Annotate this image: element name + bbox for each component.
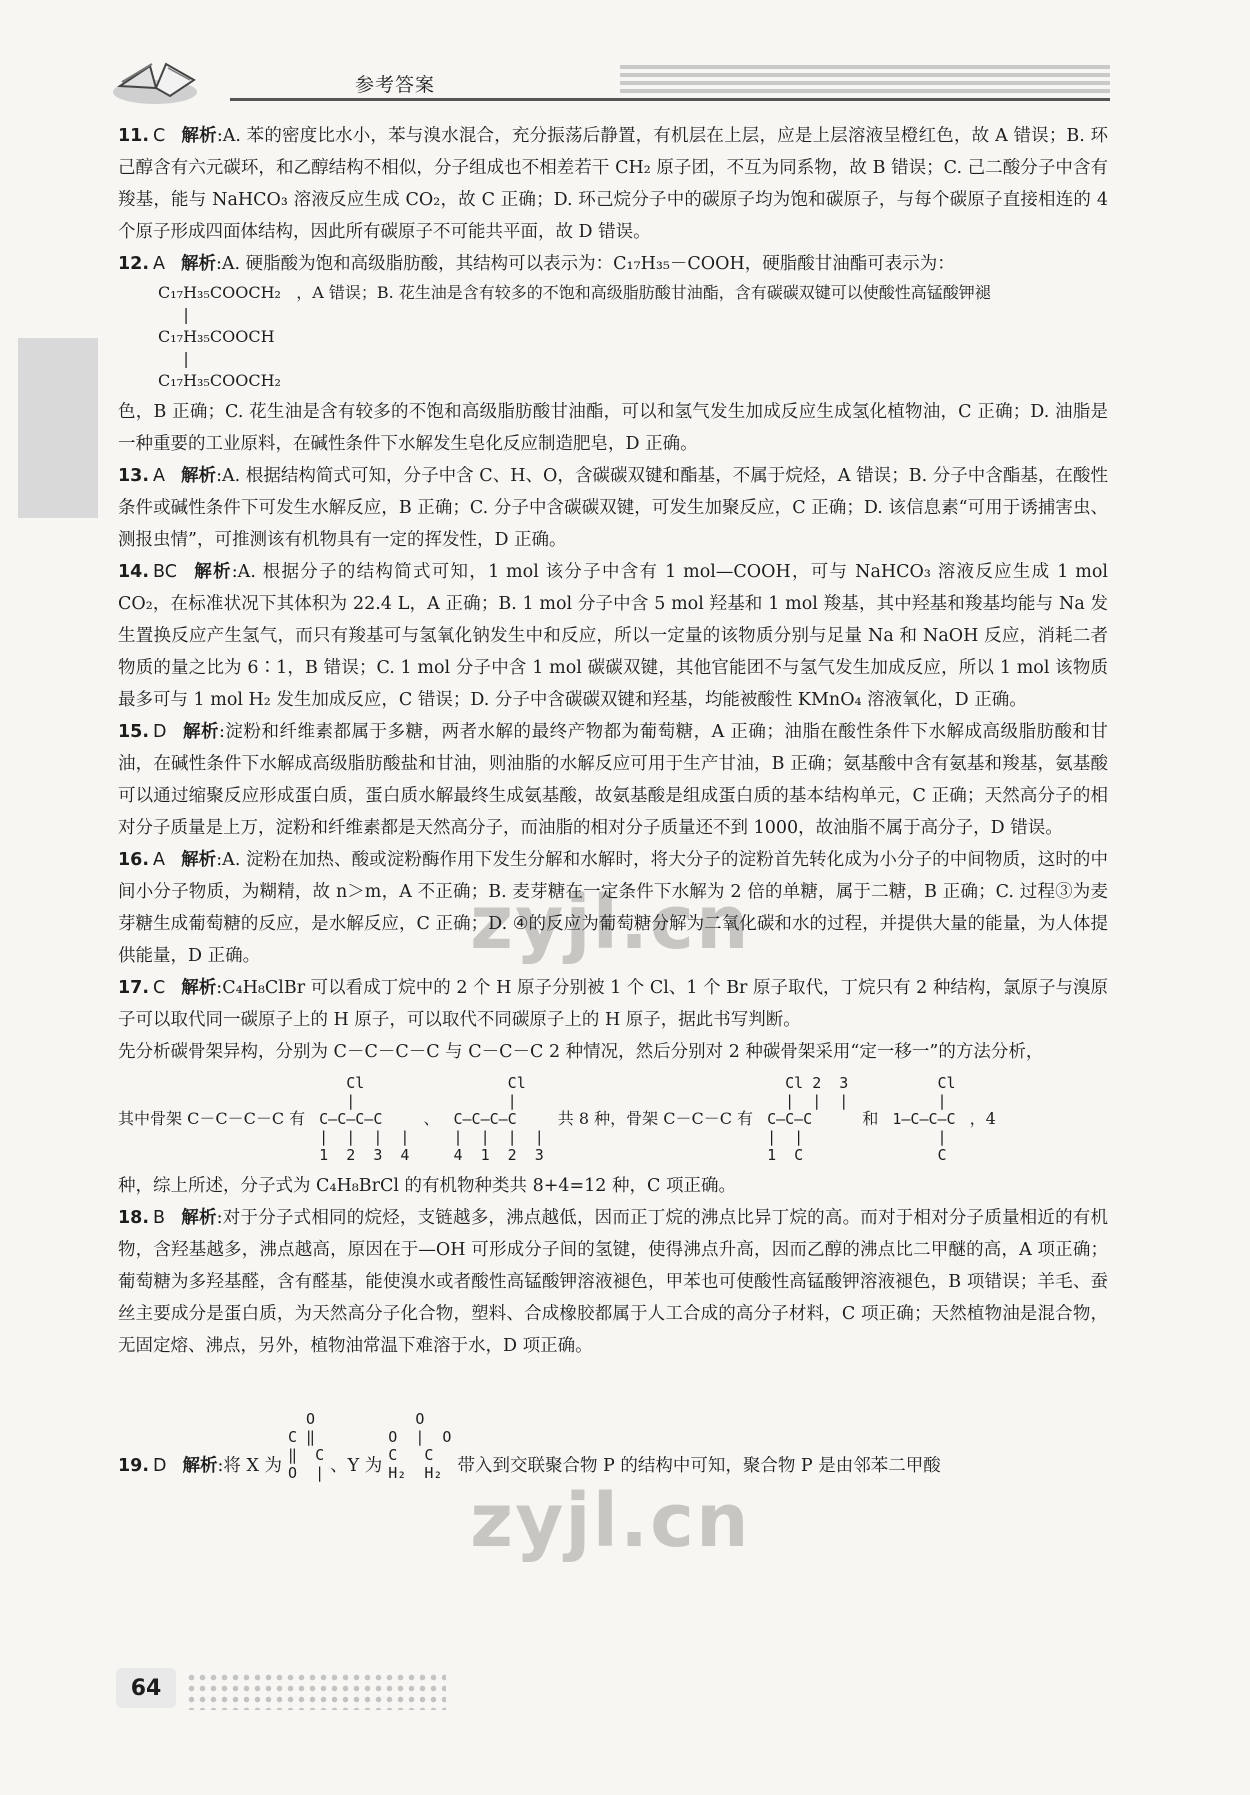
answer-item-18: 18. B 解析:对于分子式相同的烷烃，支链越多，沸点越低，因而正丁烷的沸点比异丁烷的高。而对于相对分子质量相近的有机物，含羟基越多，沸点越高，原因在于—OH 可形成分子间的氢键，使得沸点升高，因而乙醇的沸点比二甲醚的高，A 项正确；葡萄糖为多羟基醛，含有醛基，能使溴水或者酸性高锰酸钾溶液褪色，甲苯也可使酸性高锰酸钾溶液褪色，B 项错误；羊毛、蚕丝主要成分是蛋白质，为天然高分子化合物，塑料、合成橡胶都属于人工合成的高分子材料，C 项正确；天然植物油是混合物，无固定熔、沸点，另外，植物油常温下难溶于水，D 项正确。 [118, 1208, 1109, 1356]
header-rule [230, 98, 1110, 101]
answer-item-17: 17. C 解析:C₄H₈ClBr 可以看成丁烷中的 2 个 H 原子分别被 1 个 Cl、1 个 Br 原子取代，丁烷只有 2 种结构，氯原子与溴原子可以取代同一碳原子上的 H 原子，可以取代不同碳原子上的 H 原子，据此书写判断。 先分析碳骨架异构，分别为 C－C－C－C 与 C－C－C 2 种情况，然后分别对 2 种碳骨架采用“定一移一”的方法分析， 其中骨架 C－C－C－C 有 Cl | C—C—C—C | | | | 1 2 3 4 、 Cl | C—C—C—C | | | | 4 1 2 3 共 8 种，骨架 C－C－C 有 Cl 2 3 | | | C—C—C | | 1 C 和 Cl | 1—C—C—C | C ，4 种，综上所述，分子式为 C₄H₈BrCl 的有机物种类共 8+4=12 种，C 项正确。 [118, 978, 1108, 1196]
watermark-1: zyjl.cn [470, 880, 751, 966]
isomer-struct-2: Cl | C—C—C—C | | | | 4 1 2 3 [453, 1074, 544, 1164]
answer-item-11: 11. C 解析:A. 苯的密度比水小，苯与溴水混合，充分振荡后静置，有机层在上层，应是上层溶液呈橙红色，故 A 错误；B. 环己醇含有六元碳环，和乙醇结构不相似，分子组成也不相差若干 CH₂ 原子团，不互为同系物，故 B 错误；C. 己二酸分子中含有羧基，能与 NaHCO₃ 溶液反应生成 CO₂，故 C 正确；D. 环己烷分子中的碳原子均为饱和碳原子，与每个碳原子直接相连的 4 个原子形成四面体结构，因此所有碳原子不可能共平面，故 D 错误。 [118, 126, 1109, 242]
watermark-2: zyjl.cn [470, 1478, 751, 1564]
isomer-struct-3: Cl 2 3 | | | C—C—C | | 1 C [767, 1074, 849, 1164]
isomer-struct-4: Cl | 1—C—C—C | C [892, 1074, 956, 1164]
header-title: 参考答案 [355, 74, 436, 96]
book-logo-icon [110, 52, 200, 108]
answer-item-19: 19. D 解析:将 X 为 O C ‖ ‖ C O | 、Y 为 O O | O C C H₂ H₂ 带入到交联聚合物 P 的结构中可知，聚合物 P 是由邻苯二甲酸 [118, 1410, 941, 1482]
answer-item-16: 16. A 解析:A. 淀粉在加热、酸或淀粉酶作用下发生分解和水解时，将大分子的淀粉首先转化成为小分子的中间物质，这时的中间小分子物质，为糊精，故 n＞m，A 不正确；B. 麦芽糖在一定条件下水解为 2 倍的单糖，属于二糖，B 正确；C. 过程③为麦芽糖生成葡萄糖的反应，是水解反应，C 正确；D. ④的反应为葡萄糖分解为二氧化碳和水的过程，并提供大量的能量，为人体提供能量，D 正确。 [118, 850, 1109, 966]
isomer-struct-1: Cl | C—C—C—C | | | | 1 2 3 4 [319, 1074, 410, 1164]
glyceride-formula: C₁₇H₃₅COOCH₂ ，A 错误；B. 花生油是含有较多的不饱和高级脂肪酸甘油酯，含有碳碳双键可以使酸性高锰酸钾褪 | C₁₇H₃₅COOCH | C₁₇H₃₅COOCH₂ [158, 283, 991, 390]
answer-item-13: 13. A 解析:A. 根据结构简式可知，分子中含 C、H、O，含碳碳双键和酯基，不属于烷烃，A 错误；B. 分子中含酯基，在酸性条件或碱性条件下可发生水解反应，B 正确；C. 分子中含碳碳双键，可发生加聚反应，C 正确；D. 该信息素“可用于诱捕害虫、测报虫情”，可推测该有机物具有一定的挥发性，D 正确。 [118, 466, 1108, 550]
header-stripes [620, 65, 1110, 95]
isomer-structures: 其中骨架 C－C－C－C 有 Cl | C—C—C—C | | | | 1 2 3 4 、 Cl | C—C—C—C | | | | 4 1 2 3 共 8 种，骨架 C－C－C 有 Cl 2 3 | | | C—C—C | | 1 C 和 Cl | 1—C—C—C | C ，4 [118, 1074, 996, 1164]
x-structure: O C ‖ ‖ C O | [287, 1410, 325, 1482]
side-tab [18, 338, 98, 518]
page-number: 64 [116, 1668, 176, 1708]
answer-item-15: 15. D 解析:淀粉和纤维素都属于多糖，两者水解的最终产物都为葡萄糖，A 正确；油脂在酸性条件下水解成高级脂肪酸和甘油，在碱性条件下水解成高级脂肪酸盐和甘油，则油脂的水解反应可用于生产甘油，B 正确；氨基酸中含有氨基和羧基，氨基酸可以通过缩聚反应形成蛋白质，蛋白质水解最终生成氨基酸，故氨基酸是组成蛋白质的基本结构单元，C 正确；天然高分子的相对分子质量是上万，淀粉和纤维素都是天然高分子，而油脂的相对分子质量还不到 1000，故油脂不属于高分子，D 错误。 [118, 722, 1109, 838]
page-header [110, 52, 1110, 112]
answer-item-12: 12. A 解析:A. 硬脂酸为饱和高级脂肪酸，其结构可以表示为：C₁₇H₃₅－COOH，硬脂酸甘油酯可表示为： C₁₇H₃₅COOCH₂ ，A 错误；B. 花生油是含有较多的不饱和高级脂肪酸甘油酯，含有碳碳双键可以使酸性高锰酸钾褪 | C₁₇H₃₅COOCH | C₁₇H₃₅COOCH₂ 色，B 正确；C. 花生油是含有较多的不饱和高级脂肪酸甘油酯，可以和氢气发生加成反应生成氢化植物油，C 正确；D. 油脂是一种重要的工业原料，在碱性条件下水解发生皂化反应制造肥皂，D 正确。 [118, 254, 1108, 454]
answer-content [118, 120, 1108, 1482]
answer-item-14: 14. BC 解析:A. 根据分子的结构简式可知，1 mol 该分子中含有 1 mol—COOH，可与 NaHCO₃ 溶液反应生成 1 mol CO₂，在标准状况下其体积为 22.4 L，A 正确；B. 1 mol 分子中含 5 mol 羟基和 1 mol 羧基，其中羟基和羧基均能与 Na 发生置换反应产生氢气，而只有羧基可与氢氧化钠发生中和反应，所以一定量的该物质分别与足量 Na 和 NaOH 反应，消耗二者物质的量之比为 6∶1，B 错误；C. 1 mol 分子中含 1 mol 碳碳双键，其他官能团不与氢气发生加成反应，所以 1 mol 该物质最多可与 1 mol H₂ 发生加成反应，C 错误；D. 分子中含碳碳双键和羟基，均能被酸性 KMnO₄ 溶液氧化，D 正确。 [118, 562, 1108, 710]
decorative-dots [186, 1672, 446, 1710]
y-structure: O O | O C C H₂ H₂ [388, 1410, 452, 1482]
